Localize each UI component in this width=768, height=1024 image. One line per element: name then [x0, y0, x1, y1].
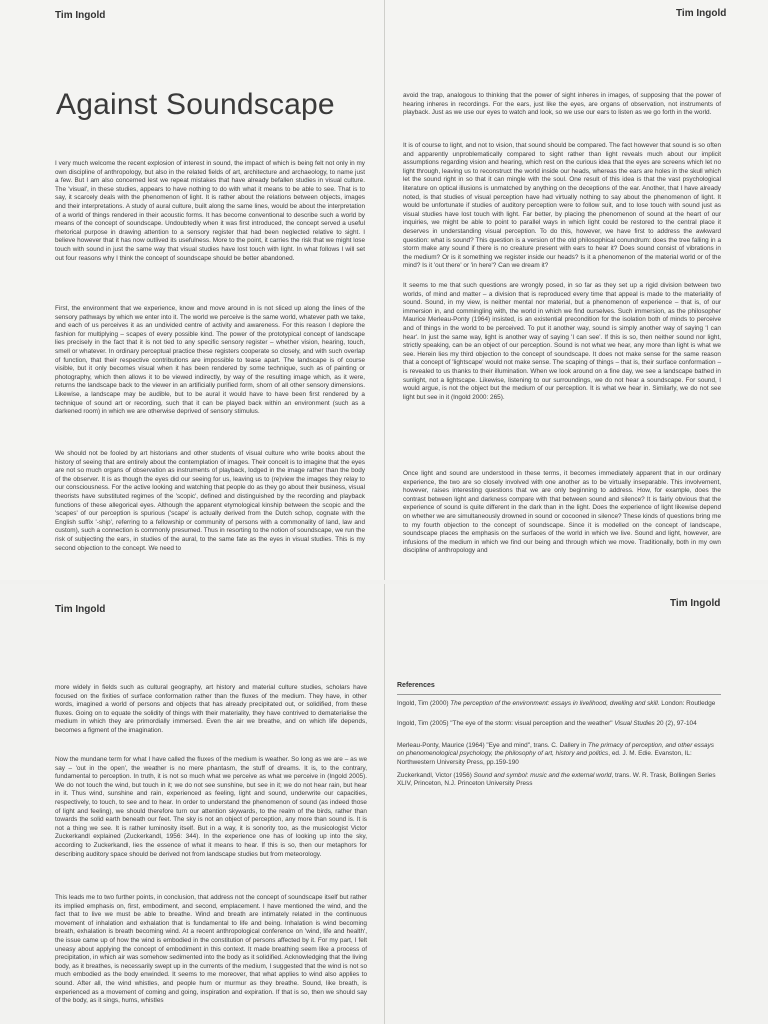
paragraph: Once light and sound are understood in these terms, it becomes immediately apparent that in our ordinary experience, the two are so closely involved with one another as to be virtually inseparable. This involvement, however, raises interesting questions that we are only beginning to address. How, for example, does the contrast between light and darkness compare with that between sound and silence? It is fairly obvious that the experience of sound is quite different in the dark than in the light. Does the experience of light likewise depend on whether we are simultaneously drowned in sound or cocooned in silence? These kinds of questions bring me to my fourth objection to the concept of soundscape. Since it is modelled on the concept of landscape, soundscape places the emphasis on the surfaces of the world in which we live. Sound and light, however, are infusions of the medium in which we find our being and through which we move. Traditionally, both in my own discipline of anthropology and	[403, 470, 721, 555]
page-header-author: Tim Ingold	[676, 8, 727, 19]
paragraph: more widely in fields such as cultural geography, art history and material culture studies, scholars have focused on the fixities of surface conformation rather than the fluxes of the medium. They have, in other words, imagined a world of persons and objects that has already precipitated out, or solidified, from these fluxes. Going on to equate the solidity of things with their materiality, they have contrived to dematerialise the medium in which they are primordially immersed. Even the air we breathe, and on which life depends, becomes a figment of the imagination.	[55, 684, 367, 734]
page-seam	[384, 584, 385, 1024]
reference-entry: Ingold, Tim (2005) "The eye of the storm: visual perception and the weather" Visual Studies 20 (2), 97-104	[397, 720, 697, 727]
article-title: Against Soundscape	[56, 88, 335, 121]
paragraph: First, the environment that we experience, know and move around in is not sliced up along the lines of the sensory pathways by which we enter into it. The world we perceive is the same world, whatever path we take, and each of us perceives it as an undivided centre of activity and awareness. For this reason I deplore the fashion for multiplying – scapes of every possible kind. The power of the prototypical concept of landscape lies precisely in the fact that it is not tied to any specific sensory register – whether vision, hearing, touch, smell or whatever. In ordinary perceptual practice these registers cooperate so closely, and with such overlap of function, that their respective contributions are impossible to tease apart. The landscape is of course visible, but it only becomes visual when it has been rendered by some technique, such as of painting or photography, which then allows it to be viewed indirectly, by way of the resulting image which, as it were, returns the landscape back to the viewer in an artificially purified form, shorn of all other sensory dimensions. Likewise, a landscape may be audible, but to be aural it would have to have been first rendered by a technique of sound art or recording, such that it can be played back within an environment (such as a darkened room) in which we are otherwise deprived of sensory stimulus.	[55, 305, 365, 416]
reference-entry: Zuckerkandl, Victor (1956) Sound and symbol: music and the external world, trans. W. R. Trask, Bollingen Series XLIV, Princeton, N.J. Princeton University Press	[397, 772, 716, 788]
paragraph: This leads me to two further points, in conclusion, that address not the concept of soundscape itself but rather its implied emphasis on, first, embodiment, and second, emplacement. I have mentioned the wind, and the fact that to live we must be able to breathe. Wind and breath are intimately related in the continuous movement of inhalation and exhalation that is fundamental to life and being. Inhalation is wind becoming breath, exhalation is breath becoming wind. At a recent anthropological conference on 'wind, life and health', the issue came up of how the wind is embodied in the constitution of persons affected by it. For my part, I felt uneasy about applying the concept of embodiment in this context. It made breathing seem like a process of precipitation, in which air was somehow sedimented into the body as it solidified. Acknowledging that the living body, as it breathes, is necessarily swept up in the currents of the medium, I suggested that the wind is not so much embodied as the body enwinded. It seems to me moreover, that what applies to wind also applies to sound. After all, the wind whistles, and people hum or murmur as they breathe. Sound, like breath, is experienced as a movement of coming and going, inspiration and expiration. If that is so, then we should say of the body, as it sings, hums, whistles	[55, 894, 367, 1005]
reference-entry: Merleau-Ponty, Maurice (1964) "Eye and mind", trans. C. Dallery in The primacy of perception, and other essays on phenomenological psychology, the philosophy of art, history and politics, ed. J. M. Edie. Evanston, IL: Northwestern University Press, pp.159-190	[397, 742, 714, 766]
bottom-spread	[0, 584, 768, 1024]
page-seam	[384, 0, 385, 580]
paragraph: I very much welcome the recent explosion of interest in sound, the impact of which is being felt not only in my own discipline of anthropology, but also in the related fields of art, architecture and archaeology, to name just a few. But I am also concerned lest we repeat mistakes that have already befallen studies in visual culture. The 'visual', in these studies, appears to have nothing to do with what it means to be able to see. That is to say, it scarcely deals with the phenomenon of light. It is rather about the relations between objects, images and their interpretations. A study of aural culture, built along the same lines, would be about the interpretation of a world of things rendered in their acoustic forms. It has become conventional to describe such a world by means of the concept of soundscape. Undoubtedly when it was first introduced, the concept served a useful rhetorical purpose in drawing attention to a sensory register that had been neglected relative to sight. I believe however that it has now outlived its usefulness. More to the point, it carries the risk that we might lose touch with sound in just the same way that visual studies have lost touch with light. In what follows I will set out four reasons why I think the concept of soundscape should be better abandoned.	[55, 160, 365, 262]
paragraph: We should not be fooled by art historians and other students of visual culture who write books about the history of seeing that are entirely about the contemplation of images. Their conceit is to imagine that the eyes are not so much organs of observation as instruments of playback, lodged in the image rather than the body of the observer. It is as though the eyes did our seeing for us, leaving us to (re)view the images they relay to our consciousness. For the active looking and watching that people do as they go about their business, visual theorists have substituted regimes of the 'scopic', defined and distinguished by the recording and playback functions of these allegorical eyes. Although the apparent etymological kinship between the scopic and the 'scapes' of our perception is spurious ('scape' is actually derived from the Dutch schop, cognate with the English suffix '-ship', referring to a fellowship or community of persons with a commonality of land, law and custom), such a connection is commonly presumed. Thus in resorting to the notion of soundscape, we run the risk of subjecting the ears, in studies of the aural, to the same fate as the eyes in visual studies. This is my second objection to the concept. We need to	[55, 450, 365, 552]
page-header-author: Tim Ingold	[670, 598, 721, 609]
paragraph: It is of course to light, and not to vision, that sound should be compared. The fact however that sound is so often and apparently unproblematically compared to sight rather than light reveals much about our implicit assumptions regarding vision and hearing, which rest on the curious idea that the eyes are screens which let no light through, leaving us to reconstruct the world inside our heads, whereas the ears are holes in the skull which let the sound right in so that it can mingle with the soul. One result of this idea is that the vast psychological literature on optical illusions is unmatched by anything on the deceptions of the ear. Another, that I have already noted, is that studies of visual perception have had virtually nothing to say about the phenomenon of light. It would be unfortunate if studies of auditory perception were to follow suit, and to lose touch with sound just as visual studies have lost touch with light. Far better, by placing the phenomenon of sound at the heart of our inquiries, we might be able to point to parallel ways in which light could be restored to the central place it deserves in understanding visual perception. To do this, however, we have first to address the awkward question: what is sound? This question is a version of the old philosophical conundrum: does the tree falling in a storm make any sound if there is no creature present with ears to hear it? Does sound consist of vibrations in the medium? Or is it something we register inside our heads? Is it a phenomenon of the material world or of the mind? Is it 'out there' or 'in here'? Can we dream it?	[403, 142, 721, 270]
references-heading: References	[397, 682, 435, 689]
references-rule	[397, 694, 721, 695]
page-header-author: Tim Ingold	[55, 604, 106, 615]
paragraph: Now the mundane term for what I have called the fluxes of the medium is weather. So long as we are – as we say – 'out in the open', the weather is no mere phantasm, the stuff of dreams. It is, to the contrary, fundamental to perception. In truth, it is not so much what we perceive as what we perceive in (Ingold 2005). We do not touch the wind, but touch in it; we do not see sunshine, but see in it; we do not hear rain, but hear in it. Thus wind, sunshine and rain, experienced as feeling, light and sound, underwrite our capacities, respectively, to touch, to see and to hear. In order to understand the phenomenon of sound (as indeed those of light and feeling), we should therefore turn our attention skywards, to the realm of the birds, rather than towards the solid earth beneath our feet. The sky is not an object of perception, any more than sound is. It is not a thing we see. It is rather luminosity itself. But in a way, it is sonority too, as the musicologist Victor Zuckerkandl explained (Zuckerkandl, 1956: 344). In the experience one has of looking up into the sky, according to Zuckerkandl, lies the essence of what it means to hear. If this is so, then our metaphors for describing auditory space should be derived not from landscape studies but from meteorology.	[55, 756, 367, 858]
paragraph: It seems to me that such questions are wrongly posed, in so far as they set up a rigid division between two worlds, of mind and matter – a division that is reproduced every time that appeal is made to the materiality of sound. Sound, in my view, is neither mental nor material, but a phenomenon of experience – that is, of our immersion in, and commingling with, the world in which we find ourselves. Such immersion, as the philosopher Maurice Merleau-Ponty (1964) insisted, is an existential precondition for the isolation both of minds to perceive and of things in the world to be perceived. To put it another way, sound is simply another way of saying 'I can hear'. In just the same way, light is another way of saying 'I can see'. If this is so, then neither sound nor light, strictly speaking, can be an object of our perception. Sound is not what we hear, any more than light is what we see. Herein lies my third objection to the concept of soundscape. It does not make sense for the same reason that a concept of 'lightscape' would not make sense. The scaping of things – that is, their surface conformation – is revealed to us thanks to their illumination. When we look around on a fine day, we see a landscape bathed in sunlight, not a lightscape. Likewise, listening to our surroundings, we do not hear a soundscape. For sound, I would argue, is not the object but the medium of our perception. It is what we hear in. Similarly, we do not see light but see in it (Ingold 2000: 265).	[403, 282, 721, 401]
reference-entry: Ingold, Tim (2000) The perception of the environment: essays in livelihood, dwelling and skill. London: Routledge	[397, 700, 716, 707]
page-header-author: Tim Ingold	[55, 10, 106, 21]
paragraph: avoid the trap, analogous to thinking that the power of sight inheres in images, of supposing that the power of hearing inheres in recordings. For the ears, just like the eyes, are organs of observation, not instruments of playback. Just as we use our eyes to watch and look, so we use our ears to listen as we go forth in the world.	[403, 92, 721, 117]
